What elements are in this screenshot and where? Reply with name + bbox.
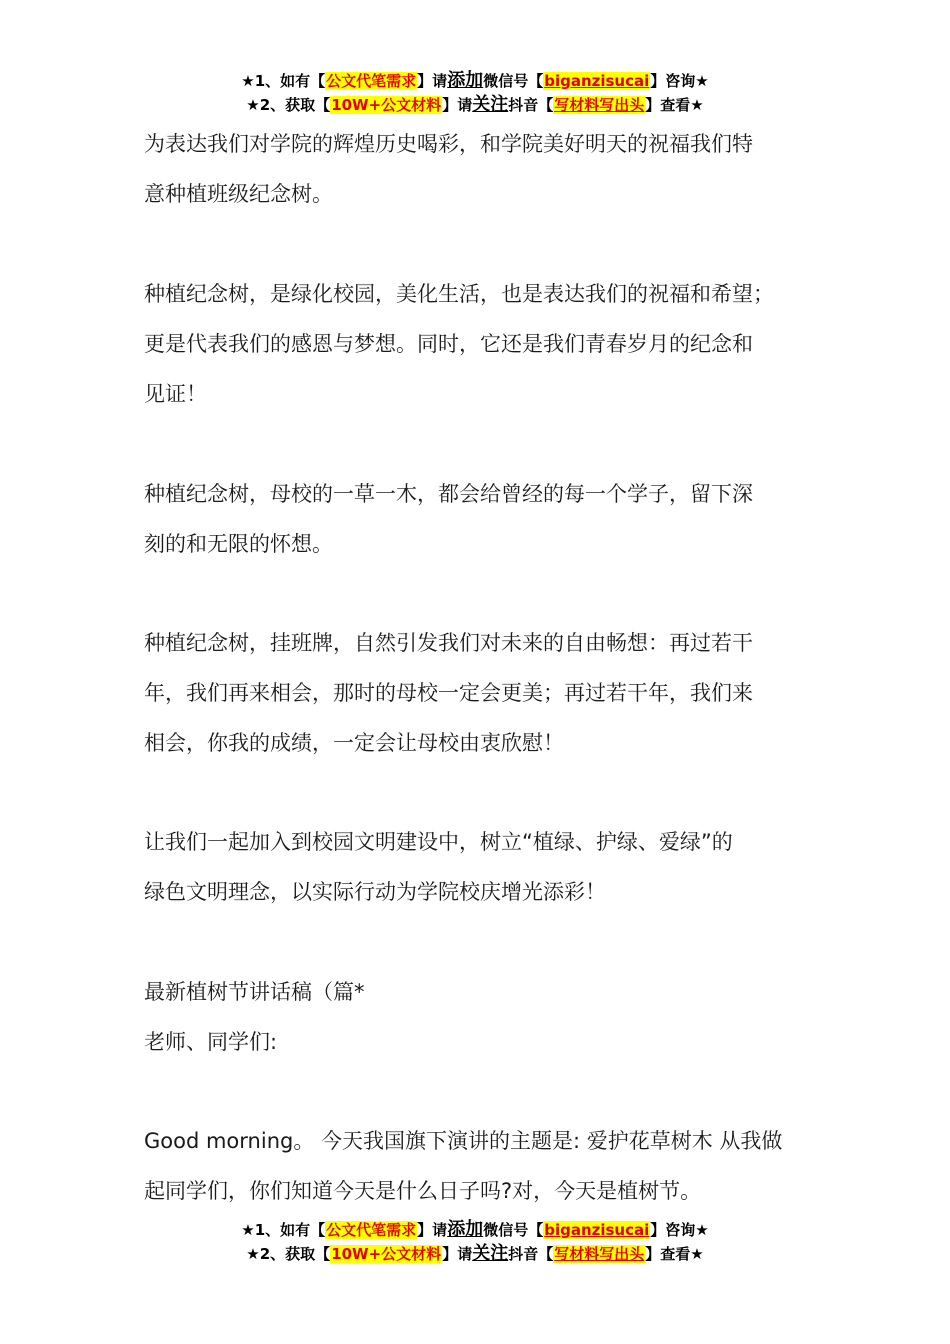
document-body xyxy=(144,618,834,768)
banner-text: 】查看★ xyxy=(645,96,704,114)
banner-text: ★2、获取【 xyxy=(246,96,331,114)
text-line: 刻的和无限的怀想。 xyxy=(144,532,333,556)
text-line: 种植纪念树，母校的一草一木，都会给曾经的每一个学子，留下深 xyxy=(144,482,753,506)
banner-line-2 xyxy=(0,93,950,117)
banner-text: 微信号【 xyxy=(483,1221,544,1239)
banner-line-1 xyxy=(0,1218,950,1242)
banner-highlight: 10W+公文材料 xyxy=(331,96,442,114)
text-line: 绿色文明理念，以实际行动为学院校庆增光添彩！ xyxy=(144,880,606,904)
banner-text: 抖音【 xyxy=(508,1245,554,1263)
text-line: 让我们一起加入到校园文明建设中，树立“植绿、护绿、爱绿”的 xyxy=(144,830,733,854)
banner-text: ★2、获取【 xyxy=(246,1245,331,1263)
banner-wechat-id: biganzisucai xyxy=(544,72,650,90)
banner-emphasis: 关注 xyxy=(472,94,509,115)
section-heading xyxy=(144,967,834,1067)
banner-wechat-id: biganzisucai xyxy=(544,1221,650,1239)
footer-banner xyxy=(0,1218,950,1266)
banner-text: ★1、如有【 xyxy=(241,72,326,90)
banner-text: 】查看★ xyxy=(645,1245,704,1263)
text-line: 起同学们，你们知道今天是什么日子吗?对，今天是植树节。 xyxy=(144,1179,702,1203)
banner-text: 】请 xyxy=(417,72,448,90)
text-line: 种植纪念树，是绿化校园，美化生活，也是表达我们的祝福和希望； xyxy=(144,282,774,306)
banner-text: 微信号【 xyxy=(483,72,544,90)
banner-emphasis: 添加 xyxy=(447,1219,484,1240)
banner-text: 抖音【 xyxy=(508,96,554,114)
banner-highlight: 公文代笔需求 xyxy=(326,72,417,90)
banner-emphasis: 关注 xyxy=(472,1243,509,1264)
document-body xyxy=(144,967,834,1067)
document-body xyxy=(144,119,834,219)
paragraph xyxy=(144,269,834,419)
banner-text: ★1、如有【 xyxy=(241,1221,326,1239)
paragraph xyxy=(144,1116,834,1216)
text-line: 意种植班级纪念树。 xyxy=(144,182,333,206)
banner-line-1 xyxy=(0,69,950,93)
text-line: 为表达我们对学院的辉煌历史喝彩，和学院美好明天的祝福我们特 xyxy=(144,132,753,156)
document-body xyxy=(144,469,834,569)
banner-text: 】请 xyxy=(417,1221,448,1239)
document-body xyxy=(144,269,834,419)
banner-highlight: 公文代笔需求 xyxy=(326,1221,417,1239)
header-banner xyxy=(0,69,950,117)
text-line: Good morning。 今天我国旗下演讲的主题是: 爱护花草树木 从我做 xyxy=(144,1129,783,1153)
heading-line: 最新植树节讲话稿（篇* xyxy=(144,980,365,1004)
banner-text: 】请 xyxy=(442,1245,473,1263)
text-line: 见证！ xyxy=(144,382,207,406)
banner-highlight: 10W+公文材料 xyxy=(331,1245,442,1263)
text-line: 年，我们再来相会，那时的母校一定会更美；再过若干年，我们来 xyxy=(144,681,753,705)
text-line: 种植纪念树，挂班牌，自然引发我们对未来的自由畅想：再过若干 xyxy=(144,631,753,655)
text-line: 相会，你我的成绩，一定会让母校由衷欣慰！ xyxy=(144,731,564,755)
paragraph xyxy=(144,618,834,768)
banner-text: 】咨询★ xyxy=(650,1221,709,1239)
paragraph xyxy=(144,817,834,917)
banner-line-2 xyxy=(0,1242,950,1266)
banner-emphasis: 添加 xyxy=(447,70,484,91)
banner-douyin-id: 写材料写出头 xyxy=(554,96,645,114)
document-body xyxy=(144,1116,834,1216)
text-line: 更是代表我们的感恩与梦想。同时，它还是我们青春岁月的纪念和 xyxy=(144,332,753,356)
paragraph xyxy=(144,469,834,569)
paragraph xyxy=(144,119,834,219)
banner-douyin-id: 写材料写出头 xyxy=(554,1245,645,1263)
banner-text: 】请 xyxy=(442,96,473,114)
salutation-line: 老师、同学们: xyxy=(144,1030,278,1054)
document-body xyxy=(144,817,834,917)
banner-text: 】咨询★ xyxy=(650,72,709,90)
